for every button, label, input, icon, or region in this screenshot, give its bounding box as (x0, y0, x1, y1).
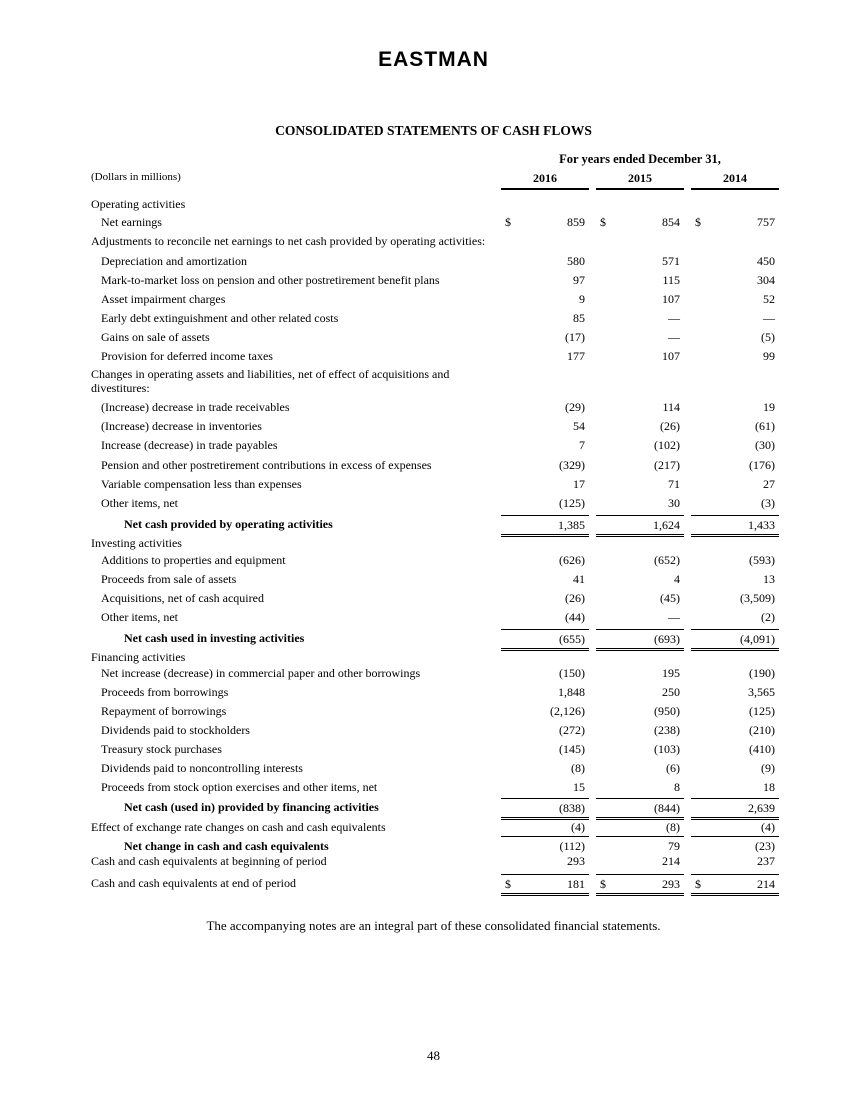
section-heading-row (0, 534, 867, 552)
cell-value: 293 (567, 854, 585, 868)
row-label: Gains on sale of assets (101, 330, 210, 344)
cell-value: 52 (763, 292, 775, 306)
section-heading-row (0, 367, 867, 395)
cell-value: 54 (573, 419, 585, 433)
value-cell-2015 (596, 328, 684, 346)
value-cell-2015 (596, 252, 684, 270)
value-cell-2014 (691, 309, 779, 327)
dollar-sign: $ (695, 215, 701, 229)
row-label: Asset impairment charges (101, 292, 226, 306)
cell-value: — (668, 610, 680, 624)
value-cell-2014 (691, 213, 779, 231)
value-cell-2016 (501, 309, 589, 327)
cell-value: 250 (662, 685, 680, 699)
value-cell-2014 (691, 589, 779, 607)
cell-value: 114 (662, 400, 680, 414)
cell-value: (112) (559, 839, 585, 853)
cell-value: 450 (757, 254, 775, 268)
value-cell-2014 (691, 551, 779, 569)
cell-value: (4) (571, 820, 585, 834)
total-row (0, 629, 867, 647)
row-label: Operating activities (91, 197, 186, 211)
year-header-2016: 2016 (501, 171, 589, 190)
cell-value: 181 (567, 877, 585, 891)
row-label: Treasury stock purchases (101, 742, 222, 756)
table-row (0, 475, 867, 493)
value-cell-2015 (596, 721, 684, 739)
row-label: Net increase (decrease) in commercial paper and other borrowings (101, 666, 421, 680)
cell-value: 19 (763, 400, 775, 414)
row-label: Variable compensation less than expenses (101, 477, 302, 491)
row-label: Early debt extinguishment and other related costs (101, 311, 339, 325)
value-cell-2014 (691, 608, 779, 626)
dollar-sign: $ (505, 877, 511, 891)
value-cell-2015 (596, 417, 684, 435)
row-label: Financing activities (91, 650, 186, 664)
value-cell-2015 (596, 551, 684, 569)
cell-value: (593) (749, 553, 775, 567)
row-label: Repayment of borrowings (101, 704, 227, 718)
table-row (0, 456, 867, 474)
value-cell-2016 (501, 702, 589, 720)
cell-value: 237 (757, 854, 775, 868)
row-label: Proceeds from sale of assets (101, 572, 237, 586)
row-label: (Increase) decrease in trade receivables (101, 400, 290, 414)
row-label: Increase (decrease) in trade payables (101, 438, 278, 452)
table-row (0, 398, 867, 416)
table-row (0, 570, 867, 588)
table-row (0, 702, 867, 720)
value-cell-2015 (596, 683, 684, 701)
table-row (0, 494, 867, 512)
value-cell-2015 (596, 367, 684, 385)
cell-value: 107 (662, 349, 680, 363)
cell-value: 1,848 (558, 685, 585, 699)
value-cell-2014 (691, 328, 779, 346)
value-cell-2014 (691, 798, 779, 820)
row-label: Net earnings (101, 215, 162, 229)
row-label: Adjustments to reconcile net earnings to net cash provided by operating activities: (91, 234, 486, 248)
value-cell-2015 (596, 195, 684, 213)
statement-title: CONSOLIDATED STATEMENTS OF CASH FLOWS (275, 123, 592, 138)
table-row (0, 664, 867, 682)
value-cell-2014 (691, 417, 779, 435)
cell-value: (30) (755, 438, 775, 452)
cell-value: (652) (654, 553, 680, 567)
value-cell-2014 (691, 347, 779, 365)
value-cell-2014 (691, 778, 779, 796)
row-label: Net change in cash and cash equivalents (124, 839, 329, 853)
cell-value: (5) (761, 330, 775, 344)
value-cell-2014 (691, 683, 779, 701)
value-cell-2014 (691, 740, 779, 758)
cell-value: (2,126) (550, 704, 585, 718)
value-cell-2015 (596, 232, 684, 250)
table-row (0, 759, 867, 777)
value-cell-2016 (501, 798, 589, 820)
cell-value: 4 (674, 572, 680, 586)
year-header-2015: 2015 (596, 171, 684, 190)
table-row (0, 328, 867, 346)
row-label: Depreciation and amortization (101, 254, 247, 268)
cell-value: 18 (763, 780, 775, 794)
cell-value: (44) (565, 610, 585, 624)
table-row (0, 436, 867, 454)
cell-value: (838) (559, 801, 585, 815)
cell-value: (26) (565, 591, 585, 605)
cell-value: (176) (749, 458, 775, 472)
cell-value: (238) (654, 723, 680, 737)
value-cell-2015 (596, 874, 684, 896)
row-label: Other items, net (101, 610, 178, 624)
cell-value: (145) (559, 742, 585, 756)
cell-value: 107 (662, 292, 680, 306)
cell-value: (626) (559, 553, 585, 567)
value-cell-2016 (501, 664, 589, 682)
row-label: Proceeds from borrowings (101, 685, 229, 699)
period-header: For years ended December 31, (559, 152, 721, 166)
value-cell-2016 (501, 494, 589, 512)
cell-value: 15 (573, 780, 585, 794)
value-cell-2016 (501, 759, 589, 777)
value-cell-2016 (501, 232, 589, 250)
cell-value: (272) (559, 723, 585, 737)
cell-value: (103) (654, 742, 680, 756)
cell-value: (329) (559, 458, 585, 472)
value-cell-2016 (501, 852, 589, 870)
row-label: Net cash used in investing activities (124, 631, 305, 645)
section-heading-row (0, 195, 867, 213)
table-row (0, 290, 867, 308)
row-label: Acquisitions, net of cash acquired (101, 591, 264, 605)
value-cell-2016 (501, 195, 589, 213)
cell-value: (102) (654, 438, 680, 452)
row-label: Proceeds from stock option exercises and other items, net (101, 780, 378, 794)
dollar-sign: $ (505, 215, 511, 229)
cell-value: 30 (668, 496, 680, 510)
cell-value: 97 (573, 273, 585, 287)
cell-value: (8) (666, 820, 680, 834)
value-cell-2015 (596, 798, 684, 820)
row-label: Other items, net (101, 496, 178, 510)
cell-value: (61) (755, 419, 775, 433)
cell-value: 13 (763, 572, 775, 586)
table-row (0, 818, 867, 836)
cell-value: (4,091) (740, 632, 775, 646)
cell-value: (125) (559, 496, 585, 510)
table-row (0, 213, 867, 231)
page-number: 48 (427, 1048, 440, 1063)
table-row (0, 252, 867, 270)
cell-value: 27 (763, 477, 775, 491)
cell-value: (150) (559, 666, 585, 680)
cell-value: 99 (763, 349, 775, 363)
value-cell-2016 (501, 252, 589, 270)
cell-value: 2,639 (748, 801, 775, 815)
value-cell-2014 (691, 232, 779, 250)
value-cell-2016 (501, 818, 589, 837)
value-cell-2014 (691, 252, 779, 270)
value-cell-2015 (596, 436, 684, 454)
cell-value: (655) (559, 632, 585, 646)
value-cell-2015 (596, 271, 684, 289)
value-cell-2015 (596, 778, 684, 796)
row-label: Dividends paid to noncontrolling interests (101, 761, 303, 775)
value-cell-2015 (596, 740, 684, 758)
cell-value: 41 (573, 572, 585, 586)
value-cell-2015 (596, 759, 684, 777)
value-cell-2016 (501, 740, 589, 758)
value-cell-2014 (691, 436, 779, 454)
total-row (0, 874, 867, 892)
value-cell-2014 (691, 664, 779, 682)
value-cell-2014 (691, 874, 779, 896)
company-logo: EASTMAN (378, 48, 489, 71)
table-row (0, 417, 867, 435)
cell-value: 293 (662, 877, 680, 891)
value-cell-2014 (691, 271, 779, 289)
cell-value: — (763, 311, 775, 325)
year-header-2014: 2014 (691, 171, 779, 190)
cell-value: (3) (761, 496, 775, 510)
cell-value: 115 (662, 273, 680, 287)
cell-value: — (668, 330, 680, 344)
cell-value: (950) (654, 704, 680, 718)
cell-value: 859 (567, 215, 585, 229)
cell-value: (125) (749, 704, 775, 718)
value-cell-2016 (501, 551, 589, 569)
cell-value: (17) (565, 330, 585, 344)
value-cell-2015 (596, 589, 684, 607)
dollar-sign: $ (600, 215, 606, 229)
cell-value: (210) (749, 723, 775, 737)
row-label: Changes in operating assets and liabilities, net of effect of acquisitions and divestitures: (91, 367, 450, 395)
value-cell-2015 (596, 664, 684, 682)
value-cell-2014 (691, 818, 779, 837)
value-cell-2014 (691, 721, 779, 739)
value-cell-2016 (501, 475, 589, 493)
cell-value: (2) (761, 610, 775, 624)
cell-value: 214 (757, 877, 775, 891)
value-cell-2014 (691, 534, 779, 552)
cell-value: (9) (761, 761, 775, 775)
value-cell-2016 (501, 367, 589, 385)
value-cell-2016 (501, 534, 589, 552)
cell-value: (45) (660, 591, 680, 605)
row-label: Effect of exchange rate changes on cash and cash equivalents (91, 820, 386, 834)
cell-value: 304 (757, 273, 775, 287)
cell-value: (23) (755, 839, 775, 853)
cell-value: 580 (567, 254, 585, 268)
cell-value: 8 (674, 780, 680, 794)
value-cell-2015 (596, 570, 684, 588)
value-cell-2015 (596, 494, 684, 512)
value-cell-2015 (596, 290, 684, 308)
row-label: Investing activities (91, 536, 182, 550)
cell-value: (29) (565, 400, 585, 414)
value-cell-2015 (596, 852, 684, 870)
value-cell-2014 (691, 398, 779, 416)
value-cell-2014 (691, 290, 779, 308)
value-cell-2014 (691, 456, 779, 474)
cell-value: 571 (662, 254, 680, 268)
table-row (0, 589, 867, 607)
cell-value: 71 (668, 477, 680, 491)
table-row (0, 347, 867, 365)
value-cell-2016 (501, 456, 589, 474)
cell-value: — (668, 311, 680, 325)
cell-value: (190) (749, 666, 775, 680)
row-label: Additions to properties and equipment (101, 553, 286, 567)
value-cell-2016 (501, 570, 589, 588)
cell-value: 854 (662, 215, 680, 229)
cell-value: 757 (757, 215, 775, 229)
table-row (0, 683, 867, 701)
value-cell-2014 (691, 570, 779, 588)
dollar-sign: $ (600, 877, 606, 891)
row-label: Pension and other postretirement contributions in excess of expenses (101, 458, 432, 472)
value-cell-2016 (501, 778, 589, 796)
value-cell-2014 (691, 494, 779, 512)
cell-value: 85 (573, 311, 585, 325)
value-cell-2016 (501, 608, 589, 626)
value-cell-2016 (501, 328, 589, 346)
value-cell-2015 (596, 608, 684, 626)
value-cell-2015 (596, 309, 684, 327)
value-cell-2015 (596, 456, 684, 474)
cell-value: (844) (654, 801, 680, 815)
value-cell-2015 (596, 213, 684, 231)
cell-value: 17 (573, 477, 585, 491)
row-label: Mark-to-market loss on pension and other postretirement benefit plans (101, 273, 440, 287)
row-label: Net cash provided by operating activities (124, 517, 333, 531)
cell-value: (8) (571, 761, 585, 775)
cell-value: 195 (662, 666, 680, 680)
cell-value: 1,433 (748, 518, 775, 532)
cell-value: (693) (654, 632, 680, 646)
value-cell-2015 (596, 818, 684, 837)
cell-value: 1,624 (653, 518, 680, 532)
cell-value: (4) (761, 820, 775, 834)
cell-value: 79 (668, 839, 680, 853)
table-row (0, 740, 867, 758)
total-row (0, 515, 867, 533)
cell-value: (3,509) (740, 591, 775, 605)
cell-value: 3,565 (748, 685, 775, 699)
value-cell-2015 (596, 534, 684, 552)
cell-value: (410) (749, 742, 775, 756)
value-cell-2016 (501, 213, 589, 231)
row-label: Cash and cash equivalents at end of period (91, 876, 296, 890)
cell-value: 1,385 (558, 518, 585, 532)
value-cell-2016 (501, 398, 589, 416)
table-row (0, 721, 867, 739)
table-row (0, 852, 867, 870)
value-cell-2014 (691, 475, 779, 493)
row-label: Cash and cash equivalents at beginning of period (91, 854, 327, 868)
total-row (0, 798, 867, 816)
value-cell-2015 (596, 702, 684, 720)
cell-value: 9 (579, 292, 585, 306)
cell-value: 177 (567, 349, 585, 363)
value-cell-2016 (501, 721, 589, 739)
value-cell-2014 (691, 195, 779, 213)
units-label: (Dollars in millions) (91, 171, 181, 183)
value-cell-2015 (596, 398, 684, 416)
row-label: (Increase) decrease in inventories (101, 419, 262, 433)
table-row (0, 271, 867, 289)
table-row (0, 309, 867, 327)
dollar-sign: $ (695, 877, 701, 891)
cell-value: (6) (666, 761, 680, 775)
value-cell-2016 (501, 417, 589, 435)
table-row (0, 778, 867, 796)
row-label: Net cash (used in) provided by financing activities (124, 800, 379, 814)
value-cell-2016 (501, 436, 589, 454)
value-cell-2014 (691, 759, 779, 777)
cell-value: (217) (654, 458, 680, 472)
row-label: Provision for deferred income taxes (101, 349, 273, 363)
value-cell-2015 (596, 347, 684, 365)
value-cell-2014 (691, 702, 779, 720)
table-row (0, 551, 867, 569)
value-cell-2016 (501, 290, 589, 308)
table-row (0, 608, 867, 626)
footnote: The accompanying notes are an integral part of these consolidated financial statements. (206, 918, 661, 933)
cell-value: 214 (662, 854, 680, 868)
value-cell-2016 (501, 874, 589, 896)
value-cell-2015 (596, 475, 684, 493)
value-cell-2014 (691, 367, 779, 385)
value-cell-2016 (501, 347, 589, 365)
cell-value: (26) (660, 419, 680, 433)
value-cell-2016 (501, 271, 589, 289)
value-cell-2014 (691, 852, 779, 870)
value-cell-2016 (501, 683, 589, 701)
section-heading-row (0, 232, 867, 250)
cell-value: 7 (579, 438, 585, 452)
value-cell-2016 (501, 589, 589, 607)
row-label: Dividends paid to stockholders (101, 723, 250, 737)
